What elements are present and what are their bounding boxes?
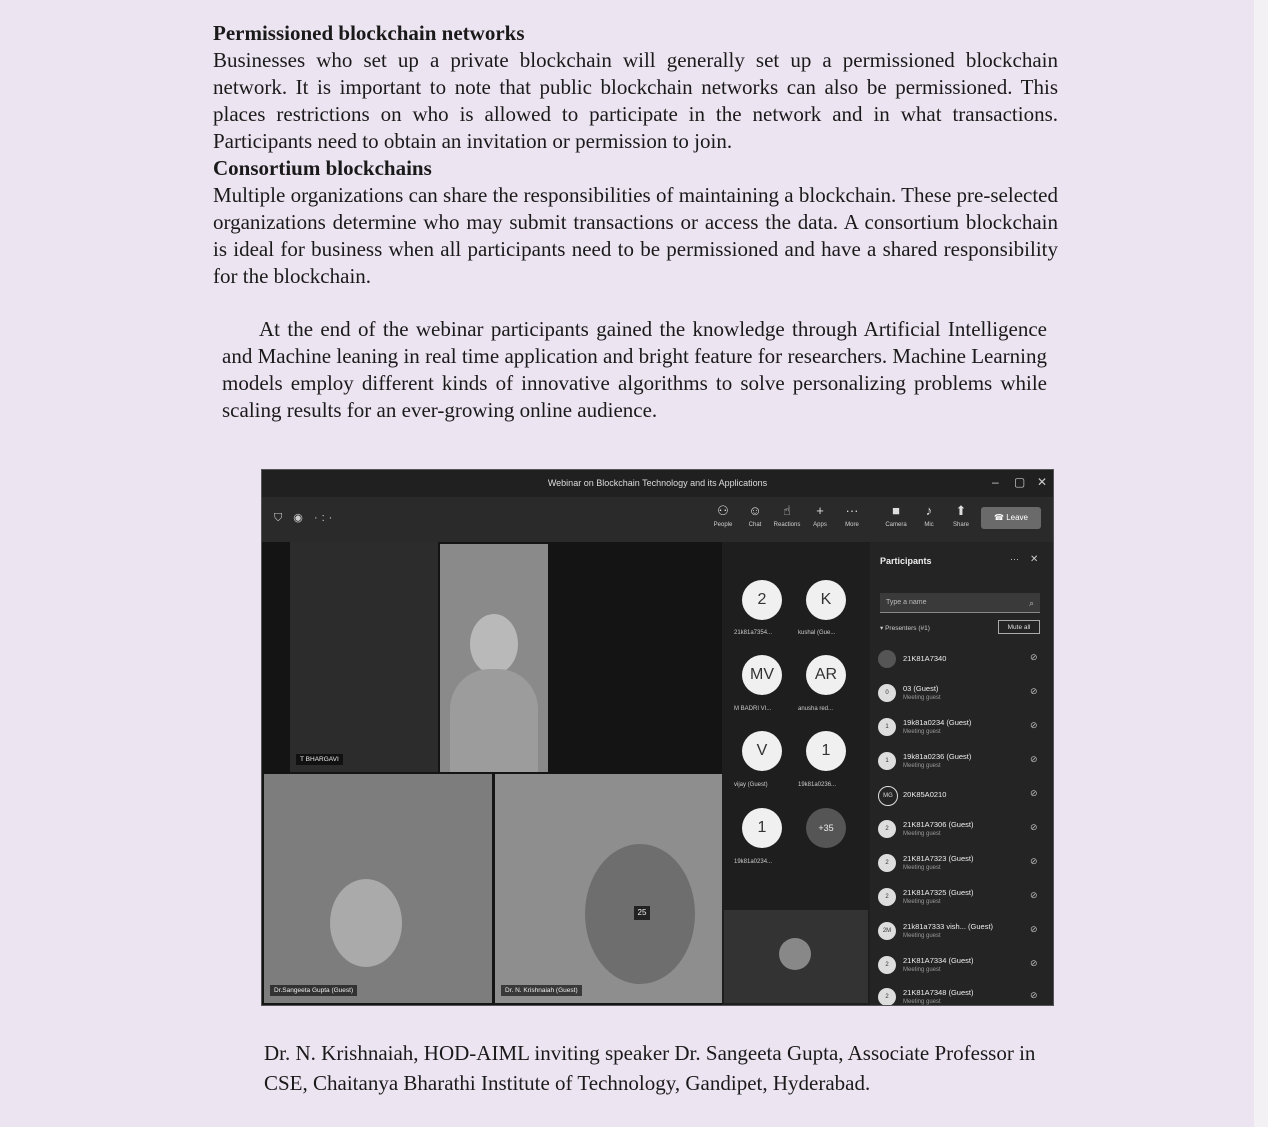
photo-caption: Dr. N. Krishnaiah, HOD-AIML inviting speaker Dr. Sangeeta Gupta, Associate Professor in CSE, Chaitanya Bharathi Institute of Technology, Gandipet, Hyderabad. bbox=[264, 1041, 1036, 1095]
grid-name: vijay (Guest) bbox=[734, 782, 768, 788]
maximize-button[interactable]: ▢ bbox=[1014, 475, 1026, 489]
mute-all-button[interactable]: Mute all bbox=[998, 620, 1040, 634]
apps-icon: + bbox=[816, 503, 824, 518]
avatar: MG bbox=[878, 786, 898, 806]
avatar: 2M bbox=[878, 922, 896, 940]
grid-name: 19k81a0236... bbox=[798, 782, 837, 788]
meeting-screenshot bbox=[261, 469, 1054, 1006]
search-icon: ⌕ bbox=[1028, 598, 1034, 608]
participant-row[interactable]: MG 20K85A0210 ⊘ bbox=[878, 781, 1048, 811]
video-tile-bhargavi[interactable] bbox=[290, 542, 438, 772]
grid-avatar[interactable]: AR bbox=[806, 655, 846, 695]
avatar: 2 bbox=[878, 956, 896, 974]
share-icon: ⬆ bbox=[955, 503, 967, 518]
participant-row[interactable]: 21K81A7340 ⊘ bbox=[878, 645, 1048, 675]
video-tile-sangeeta[interactable] bbox=[264, 774, 492, 1003]
shield-icon: ⛉ ◉ ·:· bbox=[274, 512, 337, 524]
mic-off-icon: ⊘ bbox=[1030, 788, 1038, 798]
grid-name: kushal (Gue... bbox=[798, 630, 836, 636]
mic-off-icon: ⊘ bbox=[1030, 686, 1038, 696]
video-stage bbox=[262, 542, 722, 1005]
participant-row[interactable]: 0 03 (Guest) Meeting guest ⊘ bbox=[878, 679, 1048, 709]
leave-button[interactable]: ☎ Leave bbox=[981, 507, 1041, 529]
video-tile-krishnaiah[interactable] bbox=[495, 774, 722, 1003]
avatar: 2 bbox=[878, 988, 896, 1006]
apps-button[interactable]: + Apps bbox=[805, 503, 835, 528]
grid-avatar[interactable]: MV bbox=[742, 655, 782, 695]
participant-row[interactable]: 1 19k81a0234 (Guest) Meeting guest ⊘ bbox=[878, 713, 1048, 743]
grid-avatar[interactable]: 1 bbox=[742, 808, 782, 848]
speaker-face bbox=[330, 879, 402, 967]
participant-grid bbox=[722, 542, 870, 1005]
reactions-button[interactable]: ☝ Reactions bbox=[773, 503, 801, 528]
video-tile-label: T BHARGAVI bbox=[296, 754, 343, 765]
chat-button[interactable]: ☺ Chat bbox=[740, 503, 770, 528]
avatar bbox=[878, 650, 896, 668]
page-edge bbox=[1254, 0, 1268, 1127]
chevron-down-icon: ▾ bbox=[880, 625, 886, 632]
reactions-icon: ☝ bbox=[783, 503, 791, 518]
participant-search-input[interactable]: Type a name ⌕ bbox=[880, 593, 1040, 613]
paragraph-webinar-outcome: At the end of the webinar participants gained the knowledge through Artificial Intelligence and Machine leaning in real time application and bright feature for researchers. Machine Learning models employ different kinds of innovative algorithms to solve personalizing problems while scaling results for an ever-growing online audience. bbox=[222, 317, 1047, 422]
panel-more-icon[interactable]: ··· bbox=[1010, 554, 1019, 564]
close-panel-icon[interactable]: ✕ bbox=[1030, 554, 1039, 565]
participant-row[interactable]: 2M 21k81a7333 vish... (Guest) Meeting guest ⊘ bbox=[878, 917, 1048, 947]
mic-icon: ♪ bbox=[925, 503, 933, 518]
avatar: 0 bbox=[878, 684, 896, 702]
more-button[interactable]: ··· More bbox=[837, 503, 867, 528]
mic-off-icon: ⊘ bbox=[1030, 958, 1038, 968]
avatar: 2 bbox=[878, 820, 896, 838]
presenter-face bbox=[470, 614, 518, 674]
mic-off-icon: ⊘ bbox=[1030, 822, 1038, 832]
blockchain-text-block bbox=[213, 20, 1058, 290]
mic-off-icon: ⊘ bbox=[1030, 890, 1038, 900]
participant-row[interactable]: 1 19k81a0236 (Guest) Meeting guest ⊘ bbox=[878, 747, 1048, 777]
avatar: 1 bbox=[878, 752, 896, 770]
grid-name: anusha red... bbox=[798, 706, 834, 712]
chat-icon: ☺ bbox=[748, 503, 762, 518]
overflow-count[interactable]: +35 bbox=[806, 808, 846, 848]
mic-button[interactable]: ♪ Mic bbox=[914, 503, 944, 528]
mic-off-icon: ⊘ bbox=[1030, 652, 1038, 662]
video-tile-label: Dr. N. Krishnaiah (Guest) bbox=[501, 985, 582, 996]
share-button[interactable]: ⬆ Share bbox=[946, 503, 976, 528]
self-view-tile bbox=[724, 910, 868, 1003]
meeting-toolbar bbox=[262, 497, 1053, 542]
video-tile-presenter[interactable] bbox=[440, 544, 548, 772]
camera-icon: ■ bbox=[892, 503, 900, 518]
presenters-section[interactable]: ▾ Presenters (#1) bbox=[880, 625, 930, 632]
participant-row[interactable]: 2 21K81A7306 (Guest) Meeting guest ⊘ bbox=[878, 815, 1048, 845]
grid-name: 21k81a7354... bbox=[734, 630, 773, 636]
mic-off-icon: ⊘ bbox=[1030, 924, 1038, 934]
paragraph-consortium: Multiple organizations can share the responsibilities of maintaining a blockchain. These pre-selected organizations determine who may submit transactions or access the data. A consortium blockchain is ideal for business when all participants need to be permissioned and have a shared responsibility for the blockchain. bbox=[213, 183, 1058, 288]
grid-name: M BADRI VI... bbox=[734, 706, 772, 712]
camera-button[interactable]: ■ Camera bbox=[881, 503, 911, 528]
grid-name: 19k81a0234... bbox=[734, 859, 773, 865]
more-icon: ··· bbox=[845, 503, 859, 518]
video-tile-label: Dr.Sangeeta Gupta (Guest) bbox=[270, 985, 357, 996]
mic-off-icon: ⊘ bbox=[1030, 990, 1038, 1000]
grid-avatar[interactable]: K bbox=[806, 580, 846, 620]
close-window-button[interactable]: ✕ bbox=[1037, 475, 1048, 489]
window-titlebar bbox=[262, 470, 1053, 497]
tile-badge: 25 bbox=[634, 906, 650, 920]
mic-off-icon: ⊘ bbox=[1030, 754, 1038, 764]
mic-off-icon: ⊘ bbox=[1030, 720, 1038, 730]
phone-icon: ☎ bbox=[994, 513, 1007, 522]
avatar: 2 bbox=[878, 854, 896, 872]
self-avatar bbox=[779, 938, 811, 970]
participant-row[interactable]: 2 21K81A7323 (Guest) Meeting guest ⊘ bbox=[878, 849, 1048, 879]
minimize-button[interactable]: – bbox=[992, 475, 999, 489]
panel-title: Participants bbox=[880, 556, 932, 566]
people-icon: ⚇ bbox=[717, 503, 729, 518]
grid-avatar[interactable]: 1 bbox=[806, 731, 846, 771]
presenter-body bbox=[450, 669, 538, 772]
avatar: 2 bbox=[878, 888, 896, 906]
heading-permissioned: Permissioned blockchain networks bbox=[213, 21, 525, 45]
heading-consortium: Consortium blockchains bbox=[213, 156, 432, 180]
avatar: 1 bbox=[878, 718, 896, 736]
participant-row[interactable]: 2 21K81A7325 (Guest) Meeting guest ⊘ bbox=[878, 883, 1048, 913]
paragraph-permissioned: Businesses who set up a private blockchain will generally set up a permissioned blockchain network. It is important to note that public blockchain networks can also be permissioned. This places restrictions on who is allowed to participate in the network and in what transactions. Participants need to obtain an invitation or permission to join. bbox=[213, 48, 1058, 153]
window-title: Webinar on Blockchain Technology and its Applications bbox=[547, 478, 768, 488]
grid-avatar[interactable]: V bbox=[742, 731, 782, 771]
mic-off-icon: ⊘ bbox=[1030, 856, 1038, 866]
grid-avatar[interactable]: 2 bbox=[742, 580, 782, 620]
participants-panel bbox=[870, 542, 1053, 1005]
people-button[interactable]: ⚇ People bbox=[708, 503, 738, 528]
participant-row[interactable]: 2 21K81A7348 (Guest) Meeting guest ⊘ bbox=[878, 983, 1048, 1006]
participant-row[interactable]: 2 21K81A7334 (Guest) Meeting guest ⊘ bbox=[878, 951, 1048, 981]
